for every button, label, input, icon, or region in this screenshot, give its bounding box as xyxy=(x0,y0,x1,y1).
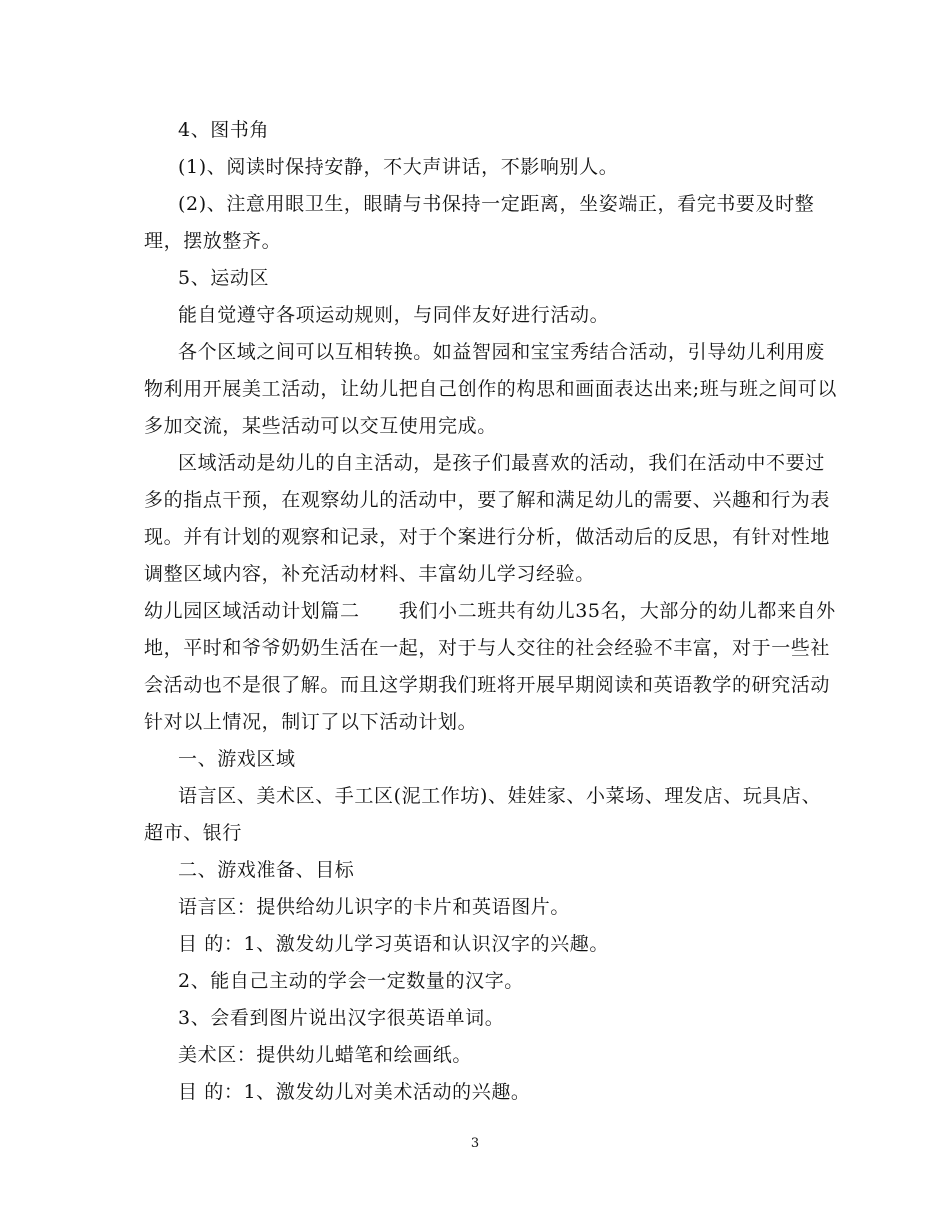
text-line: 2、能自己主动的学会一定数量的汉字。 xyxy=(178,970,524,992)
text-line: 4、图书角 xyxy=(178,119,270,141)
text-line: 能自觉遵守各项运动规则，与同伴友好进行活动。 xyxy=(178,304,610,326)
text-line: 会活动也不是很了解。而且这学期我们班将开展早期阅读和英语教学的研究活动 xyxy=(144,674,831,696)
text-line: 现。并有计划的观察和记录，对于个案进行分析，做活动后的反思，有针对性地 xyxy=(144,526,831,548)
text-line: 各个区域之间可以互相转换。如益智园和宝宝秀结合活动，引导幼儿利用废 xyxy=(178,341,825,363)
text-line: 理，摆放整齐。 xyxy=(144,230,282,252)
text-line: 3、会看到图片说出汉字很英语单词。 xyxy=(178,1007,505,1029)
text-line: 调整区域内容，补充活动材料、丰富幼儿学习经验。 xyxy=(144,563,595,585)
text-line: 语言区、美术区、手工区(泥工作坊)、娃娃家、小菜场、理发店、玩具店、 xyxy=(178,785,822,807)
page-number: 3 xyxy=(470,1136,480,1151)
text-line: 多的指点干预，在观察幼儿的活动中，要了解和满足幼儿的需要、兴趣和行为表 xyxy=(144,489,831,511)
text-line: 目 的：1、激发幼儿学习英语和认识汉字的兴趣。 xyxy=(178,933,609,955)
text-line: 针对以上情况，制订了以下活动计划。 xyxy=(144,711,478,733)
text-line: 语言区：提供给幼儿识字的卡片和英语图片。 xyxy=(178,896,571,918)
text-line: 多加交流，某些活动可以交互使用完成。 xyxy=(144,415,497,437)
text-line: 物利用开展美工活动，让幼儿把自己创作的构思和画面表达出来;班与班之间可以 xyxy=(144,378,838,400)
text-line: (2)、注意用眼卫生，眼睛与书保持一定距离，坐姿端正，看完书要及时整 xyxy=(178,193,815,215)
text-line: 5、运动区 xyxy=(178,267,270,289)
text-line: 二、游戏准备、目标 xyxy=(178,859,355,881)
text-line: 超市、银行 xyxy=(144,822,243,844)
text-line: 幼儿园区域活动计划篇二 我们小二班共有幼儿35名，大部分的幼儿都来自外 xyxy=(144,600,836,622)
text-line: (1)、阅读时保持安静，不大声讲话，不影响别人。 xyxy=(178,156,619,178)
text-line: 地，平时和爷爷奶奶生活在一起，对于与人交往的社会经验不丰富，对于一些社 xyxy=(144,637,831,659)
text-line: 区域活动是幼儿的自主活动，是孩子们最喜欢的活动，我们在活动中不要过 xyxy=(178,452,825,474)
text-line: 一、游戏区域 xyxy=(178,748,296,770)
text-line: 目 的：1、激发幼儿对美术活动的兴趣。 xyxy=(178,1081,531,1103)
text-line: 美术区：提供幼儿蜡笔和绘画纸。 xyxy=(178,1044,473,1066)
